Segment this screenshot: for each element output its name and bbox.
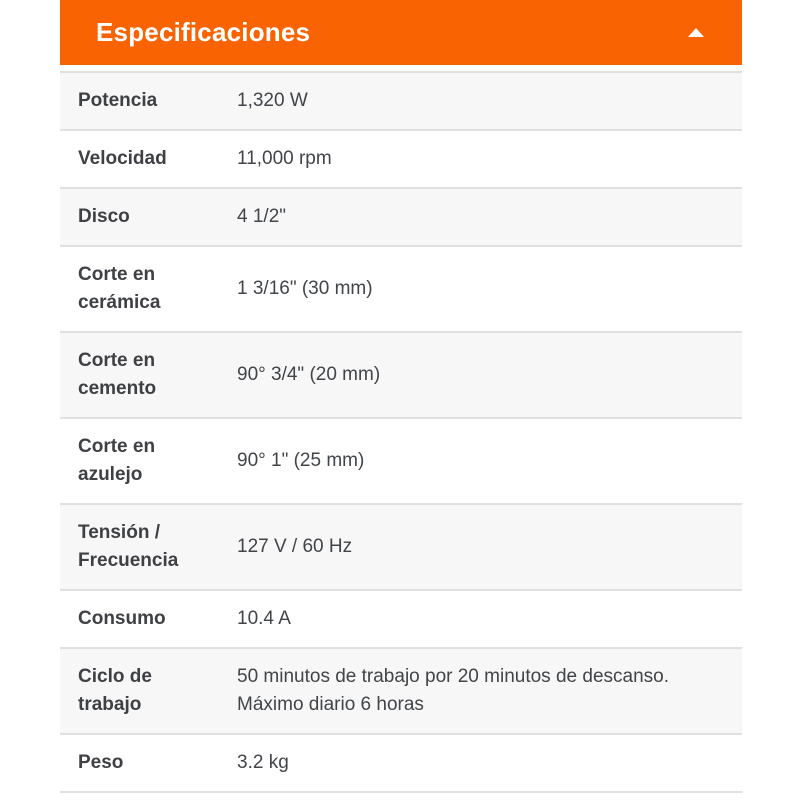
spec-row [60, 131, 742, 189]
spec-label: Consumo [78, 608, 166, 629]
spec-value: 1 3/16" (30 mm) [237, 278, 373, 299]
chevron-up-icon[interactable] [688, 28, 704, 37]
spec-row [60, 333, 742, 419]
spec-value: 10.4 A [237, 608, 291, 629]
spec-row [60, 505, 742, 591]
spec-row [60, 73, 742, 131]
spec-value: 127 V / 60 Hz [237, 536, 353, 557]
spec-label: Corte en cerámica [78, 264, 161, 313]
spec-row [60, 189, 742, 247]
spec-row [60, 649, 742, 735]
specifications-accordion [60, 0, 742, 793]
spec-row [60, 591, 742, 649]
spec-value: 11,000 rpm [237, 148, 332, 169]
spec-value: 90° 3/4" (20 mm) [237, 364, 381, 385]
accordion-title: Especificaciones [96, 17, 311, 47]
spec-value: 50 minutos de trabajo por 20 minutos de descanso. Máximo diario 6 horas [237, 666, 669, 715]
spec-value: 3.2 kg [237, 752, 289, 773]
spec-row [60, 735, 742, 793]
specifications-accordion-header[interactable] [60, 0, 742, 65]
spec-row [60, 247, 742, 333]
spec-label: Corte en cemento [78, 350, 157, 399]
spec-label: Disco [78, 206, 130, 227]
spec-value: 1,320 W [237, 90, 308, 111]
spec-label: Ciclo de trabajo [78, 666, 152, 715]
spec-label: Velocidad [78, 148, 167, 169]
spec-value: 90° 1" (25 mm) [237, 450, 365, 471]
spec-row [60, 419, 742, 505]
spec-label: Tensión / Frecuencia [78, 522, 179, 571]
spec-value: 4 1/2" [237, 206, 287, 227]
spec-table [60, 71, 742, 793]
spec-label: Corte en azulejo [78, 436, 156, 485]
spec-label: Peso [78, 752, 124, 773]
spec-label: Potencia [78, 90, 158, 111]
